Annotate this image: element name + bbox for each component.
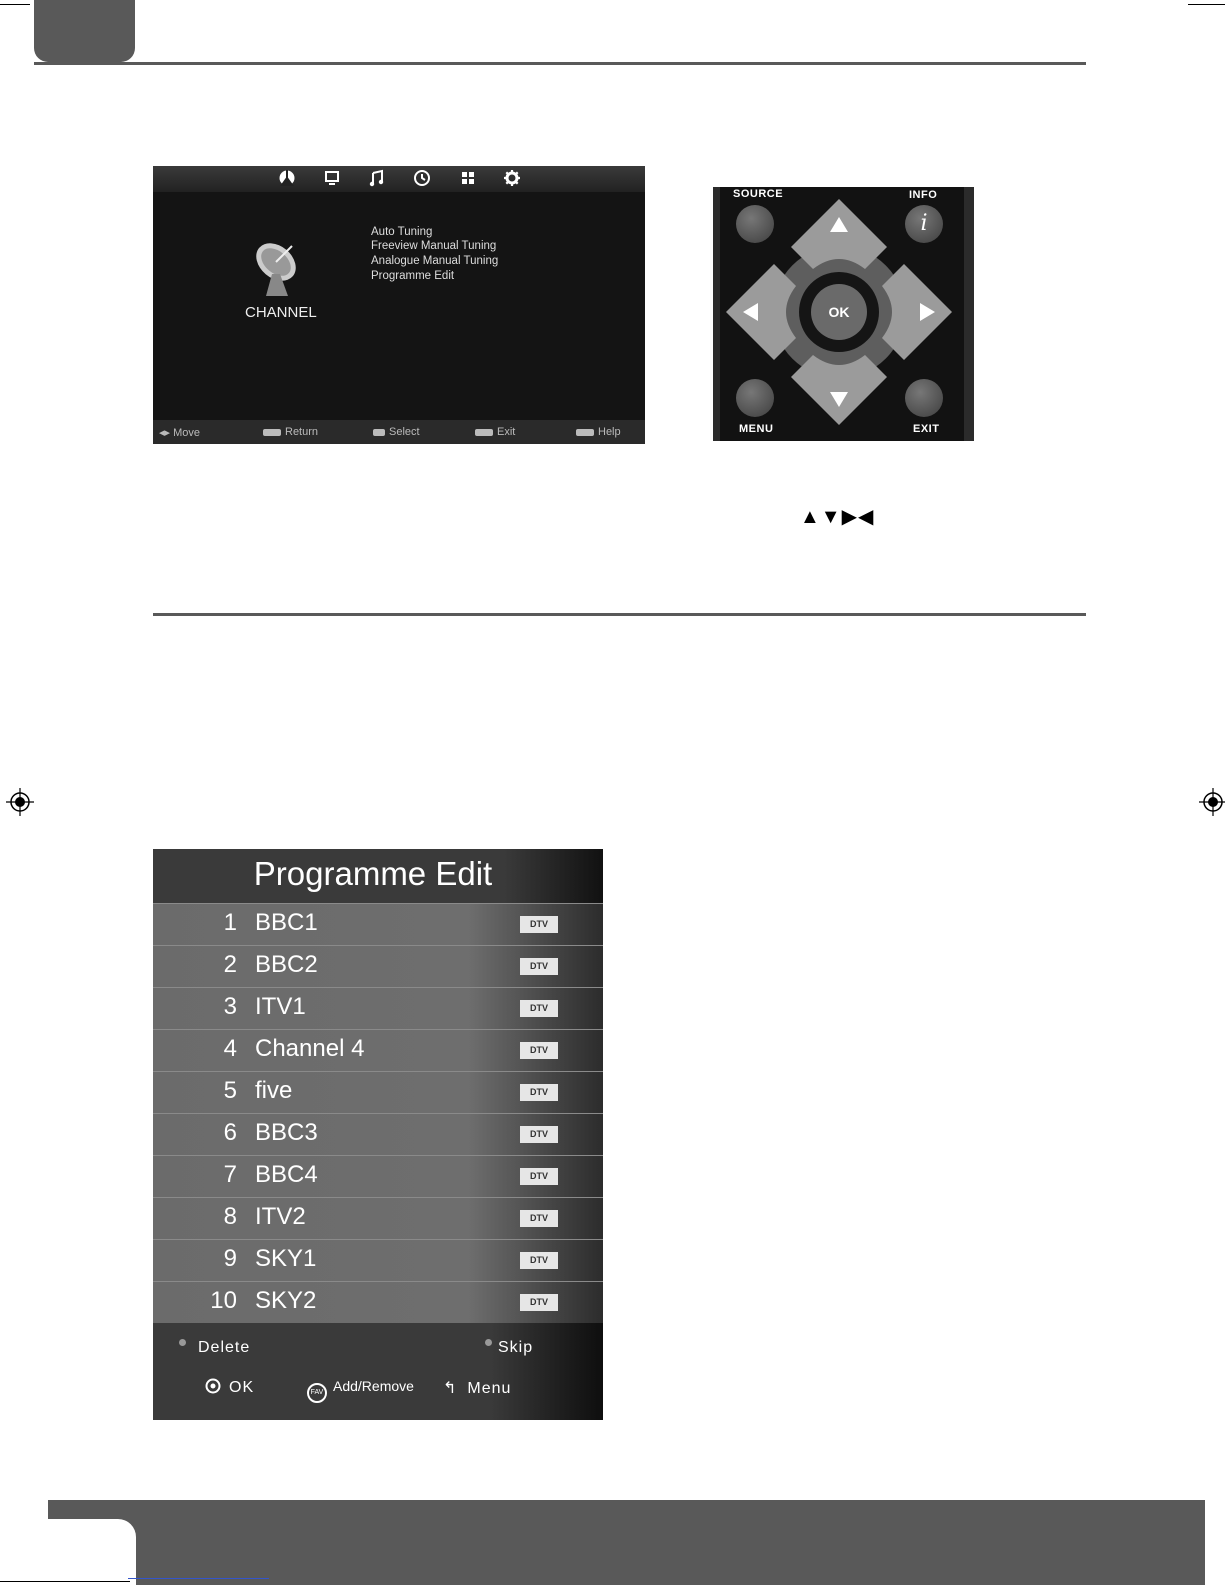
remote-control-illustration	[713, 187, 974, 441]
channel-type-badge: DTV	[520, 916, 558, 933]
channel-row[interactable]	[153, 1071, 603, 1113]
menu-hint-bar	[153, 420, 645, 444]
crop-mark	[1188, 4, 1225, 5]
menu-key-icon	[263, 429, 281, 436]
menu-hint: ↰ Menu	[443, 1380, 512, 1397]
channel-row[interactable]	[153, 1239, 603, 1281]
ok-key-icon	[373, 429, 385, 436]
monitor-icon	[323, 169, 341, 187]
ok-button-label: OK	[828, 304, 850, 320]
menu-option-analogue-manual-tuning[interactable]: Analogue Manual Tuning	[371, 255, 499, 267]
channel-name: five	[255, 1077, 293, 1104]
gear-icon	[503, 169, 521, 187]
ok-circle-icon	[205, 1378, 221, 1394]
ok-hint: OK	[205, 1378, 254, 1397]
channel-type-badge: DTV	[520, 1294, 558, 1311]
channel-type-badge: DTV	[520, 1126, 558, 1143]
header-rule	[34, 62, 1086, 65]
hint-exit: Exit	[475, 426, 515, 438]
exit-label: EXIT	[913, 423, 940, 435]
music-note-icon	[368, 169, 386, 187]
hint-return: Return	[263, 426, 318, 438]
menu-option-auto-tuning[interactable]: Auto Tuning	[371, 226, 433, 238]
return-arrow-icon: ↰	[443, 1380, 458, 1397]
channel-number: 3	[223, 993, 237, 1020]
channel-number: 7	[223, 1161, 237, 1188]
channel-row[interactable]	[153, 1029, 603, 1071]
tv-channel-menu-screenshot	[153, 166, 645, 444]
menu-section-label: CHANNEL	[245, 304, 317, 321]
channel-type-badge: DTV	[520, 958, 558, 975]
menu-option-programme-edit[interactable]: Programme Edit	[371, 270, 455, 282]
channel-name: SKY1	[255, 1245, 317, 1272]
delete-hint: Delete	[179, 1339, 250, 1357]
footer-link-line	[128, 1578, 269, 1579]
channel-type-badge: DTV	[520, 1084, 558, 1101]
channel-row[interactable]	[153, 1155, 603, 1197]
dpad-up-button[interactable]	[791, 199, 887, 269]
add-remove-hint: FAV Add/Remove	[307, 1378, 414, 1403]
channel-name: ITV2	[255, 1203, 306, 1230]
menu-button[interactable]	[736, 379, 774, 417]
crop-mark	[0, 4, 30, 5]
channel-number: 2	[223, 951, 237, 978]
channel-number: 6	[223, 1119, 237, 1146]
channel-number: 1	[223, 909, 237, 936]
crop-mark	[0, 1581, 130, 1582]
channel-row[interactable]	[153, 1197, 603, 1239]
exit-button[interactable]	[905, 379, 943, 417]
channel-row[interactable]	[153, 945, 603, 987]
channel-row[interactable]	[153, 903, 603, 945]
channel-type-badge: DTV	[520, 1042, 558, 1059]
hint-help: Help	[576, 426, 621, 438]
info-label: INFO	[909, 189, 938, 201]
info-key-icon	[576, 429, 594, 436]
source-label: SOURCE	[733, 188, 784, 200]
clock-icon	[413, 169, 431, 187]
skip-hint: Skip	[485, 1339, 533, 1357]
channel-list	[153, 903, 603, 1323]
registration-mark-icon	[5, 787, 35, 817]
channel-number: 4	[223, 1035, 237, 1062]
source-button[interactable]	[736, 205, 774, 243]
registration-mark-icon	[1198, 787, 1225, 817]
red-key-icon	[179, 1339, 186, 1346]
info-button[interactable]	[905, 205, 943, 243]
info-icon: i	[920, 211, 928, 236]
dpad-left-button[interactable]	[726, 264, 796, 360]
yellow-key-icon	[485, 1339, 492, 1346]
channel-name: BBC1	[255, 909, 318, 936]
channel-row[interactable]	[153, 987, 603, 1029]
programme-edit-screenshot	[153, 849, 603, 1420]
channel-number: 5	[223, 1077, 237, 1104]
channel-type-badge: DTV	[520, 1168, 558, 1185]
channel-type-badge: DTV	[520, 1000, 558, 1017]
programme-edit-title: Programme Edit	[253, 855, 493, 892]
grid-icon	[459, 169, 477, 187]
channel-row[interactable]	[153, 1281, 603, 1323]
channel-name: BBC4	[255, 1161, 318, 1188]
exit-key-icon	[475, 429, 493, 436]
programme-edit-footer	[153, 1323, 603, 1420]
channel-number: 9	[223, 1245, 237, 1272]
channel-number: 8	[223, 1203, 237, 1230]
section-divider	[153, 613, 1086, 616]
menu-tab-bar	[153, 166, 645, 192]
move-arrows-icon: ◂▸	[159, 427, 171, 439]
menu-label: MENU	[739, 423, 774, 435]
dpad-down-button[interactable]	[791, 355, 887, 425]
channel-name: ITV1	[255, 993, 306, 1020]
dpad-right-button[interactable]	[882, 264, 952, 360]
tv-icon	[278, 169, 296, 187]
channel-name: Channel 4	[255, 1035, 365, 1062]
channel-type-badge: DTV	[520, 1210, 558, 1227]
channel-number: 10	[210, 1287, 237, 1314]
hint-move: ◂▸ Move	[159, 427, 201, 439]
footer-tab	[0, 1519, 136, 1585]
channel-row[interactable]	[153, 1113, 603, 1155]
channel-name: BBC3	[255, 1119, 318, 1146]
hint-select: Select	[373, 426, 420, 438]
header-tab	[34, 0, 135, 62]
footer-band	[48, 1500, 1205, 1585]
menu-option-freeview-manual-tuning[interactable]: Freeview Manual Tuning	[371, 240, 497, 252]
arrow-keys-glyphs: ▲▼▶◀	[800, 506, 875, 528]
channel-type-badge: DTV	[520, 1252, 558, 1269]
channel-name: SKY2	[255, 1287, 317, 1314]
channel-name: BBC2	[255, 951, 318, 978]
satellite-dish-icon	[248, 234, 310, 300]
programme-edit-header	[153, 849, 603, 903]
fav-key-icon: FAV	[307, 1383, 327, 1403]
